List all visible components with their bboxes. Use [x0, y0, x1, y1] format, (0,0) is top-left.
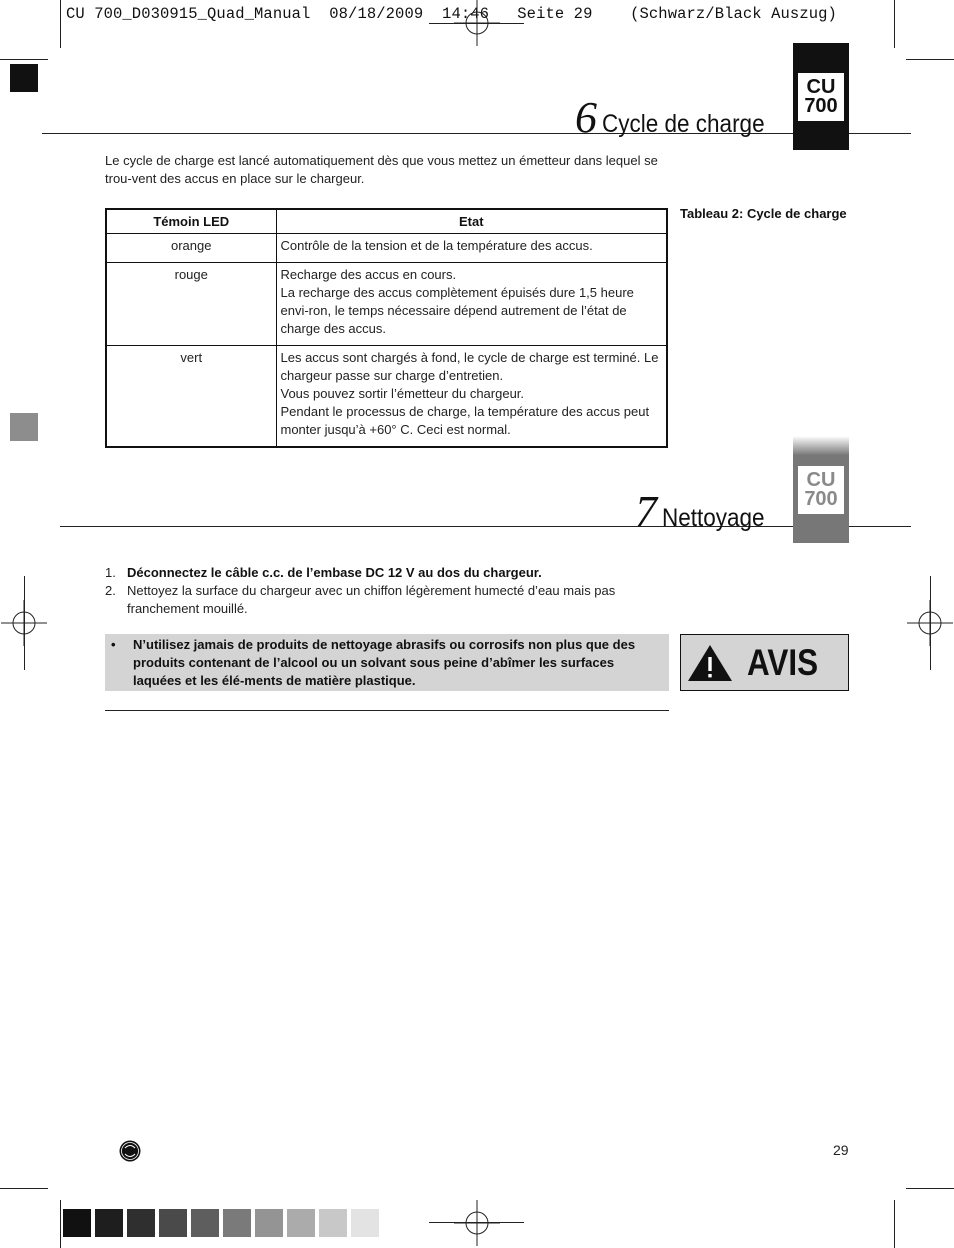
- warning-triangle-icon: [687, 644, 733, 682]
- warning-text: N’utilisez jamais de produits de nettoyage abrasifs ou corrosifs non plus que des produits contenant de l’alcool ou un solvant sous peine d’abîmer les surfaces laquées et les élé-ments de matière plastique.: [133, 637, 636, 688]
- column-header: Etat: [276, 209, 667, 233]
- state-line: Pendant le processus de charge, la température des accus peut monter jusqu’à +60° C. Ceci est normal.: [280, 403, 650, 437]
- led-color-cell: vert: [106, 345, 276, 447]
- registration-mark-icon: [454, 1200, 500, 1246]
- table-row: [106, 262, 667, 345]
- state-line: Contrôle de la tension et de la température des accus.: [280, 237, 593, 253]
- table-row: [106, 233, 667, 262]
- section-6-heading: [575, 93, 783, 142]
- state-line: Vous pouvez sortir l’émetteur du chargeur.: [280, 385, 525, 401]
- notice-label: AVIS: [747, 641, 819, 683]
- step-text: Nettoyez la surface du chargeur avec un chiffon légèrement humecté d’eau mais pas franchement mouillé.: [127, 583, 616, 616]
- led-color-cell: orange: [106, 233, 276, 262]
- crop-mark: [60, 1200, 61, 1248]
- color-mark-black: [10, 64, 38, 92]
- section-title: Cycle de charge: [602, 110, 765, 138]
- section-title: Nettoyage: [662, 504, 765, 532]
- state-line: Recharge des accus en cours.: [280, 266, 457, 282]
- crop-mark: [906, 1188, 954, 1189]
- crop-mark: [60, 0, 61, 48]
- bullet: •: [111, 637, 116, 652]
- registration-mark-icon: [454, 0, 500, 46]
- section-7-heading: [635, 487, 776, 536]
- chapter-tab: [793, 43, 849, 150]
- step-number: 1.: [105, 565, 116, 580]
- registration-mark-icon: [1, 600, 47, 646]
- color-swatch: [95, 1209, 123, 1237]
- state-cell: [276, 233, 667, 262]
- tab-label: CU: [806, 75, 836, 98]
- page-number: 29: [833, 1142, 849, 1158]
- warning-box: [105, 634, 669, 691]
- color-swatch: [223, 1209, 251, 1237]
- akg-logo: [119, 1140, 141, 1162]
- notice-badge: [680, 634, 849, 691]
- section-end-rule: [105, 710, 669, 711]
- chapter-tab: [793, 436, 849, 543]
- crop-mark: [894, 0, 895, 48]
- tab-label: 700: [804, 94, 838, 117]
- state-cell: [276, 262, 667, 345]
- step-number: 2.: [105, 583, 116, 598]
- state-line: La recharge des accus complètement épuisés dure 1,5 heure envi-ron, le temps nécessaire dépend autrement de l’état de charge des accus.: [280, 284, 634, 336]
- crop-mark: [906, 59, 954, 60]
- charge-cycle-table: [105, 208, 668, 448]
- color-calibration-strip: [63, 1209, 383, 1237]
- crop-mark: [894, 1200, 895, 1248]
- section-rule: [60, 526, 911, 527]
- color-swatch: [287, 1209, 315, 1237]
- color-swatch: [191, 1209, 219, 1237]
- list-item: [105, 582, 673, 618]
- crop-mark: [0, 1188, 48, 1189]
- state-cell: [276, 345, 667, 447]
- section-number: 6: [575, 93, 597, 142]
- table-row: [106, 345, 667, 447]
- color-swatch: [63, 1209, 91, 1237]
- cleaning-steps: [105, 564, 673, 618]
- column-header: Témoin LED: [106, 209, 276, 233]
- state-line: Les accus sont chargés à fond, le cycle de charge est terminé. Le chargeur passe sur charge d’entretien.: [280, 349, 659, 383]
- color-swatch: [319, 1209, 347, 1237]
- print-header: CU 700_D030915_Quad_Manual 08/18/2009 14:46 Seite 29 (Schwarz/Black Auszug): [66, 5, 837, 23]
- color-mark-gray: [10, 413, 38, 441]
- list-item: [105, 564, 673, 582]
- table-header-row: [106, 209, 667, 233]
- intro-paragraph: Le cycle de charge est lancé automatiquement dès que vous mettez un émetteur dans lequel se trou-vent des accus en place sur le chargeur.: [105, 153, 658, 186]
- tab-label: 700: [804, 487, 838, 510]
- section-number: 7: [635, 487, 657, 536]
- color-swatch: [351, 1209, 379, 1237]
- tab-label: CU: [806, 468, 836, 491]
- crop-mark: [0, 59, 48, 60]
- step-text: Déconnectez le câble c.c. de l’embase DC 12 V au dos du chargeur.: [127, 565, 542, 580]
- color-swatch: [127, 1209, 155, 1237]
- table-caption: Tableau 2: Cycle de charge: [680, 206, 847, 221]
- led-color-cell: rouge: [106, 262, 276, 345]
- registration-mark-icon: [907, 600, 953, 646]
- color-swatch: [159, 1209, 187, 1237]
- color-swatch: [255, 1209, 283, 1237]
